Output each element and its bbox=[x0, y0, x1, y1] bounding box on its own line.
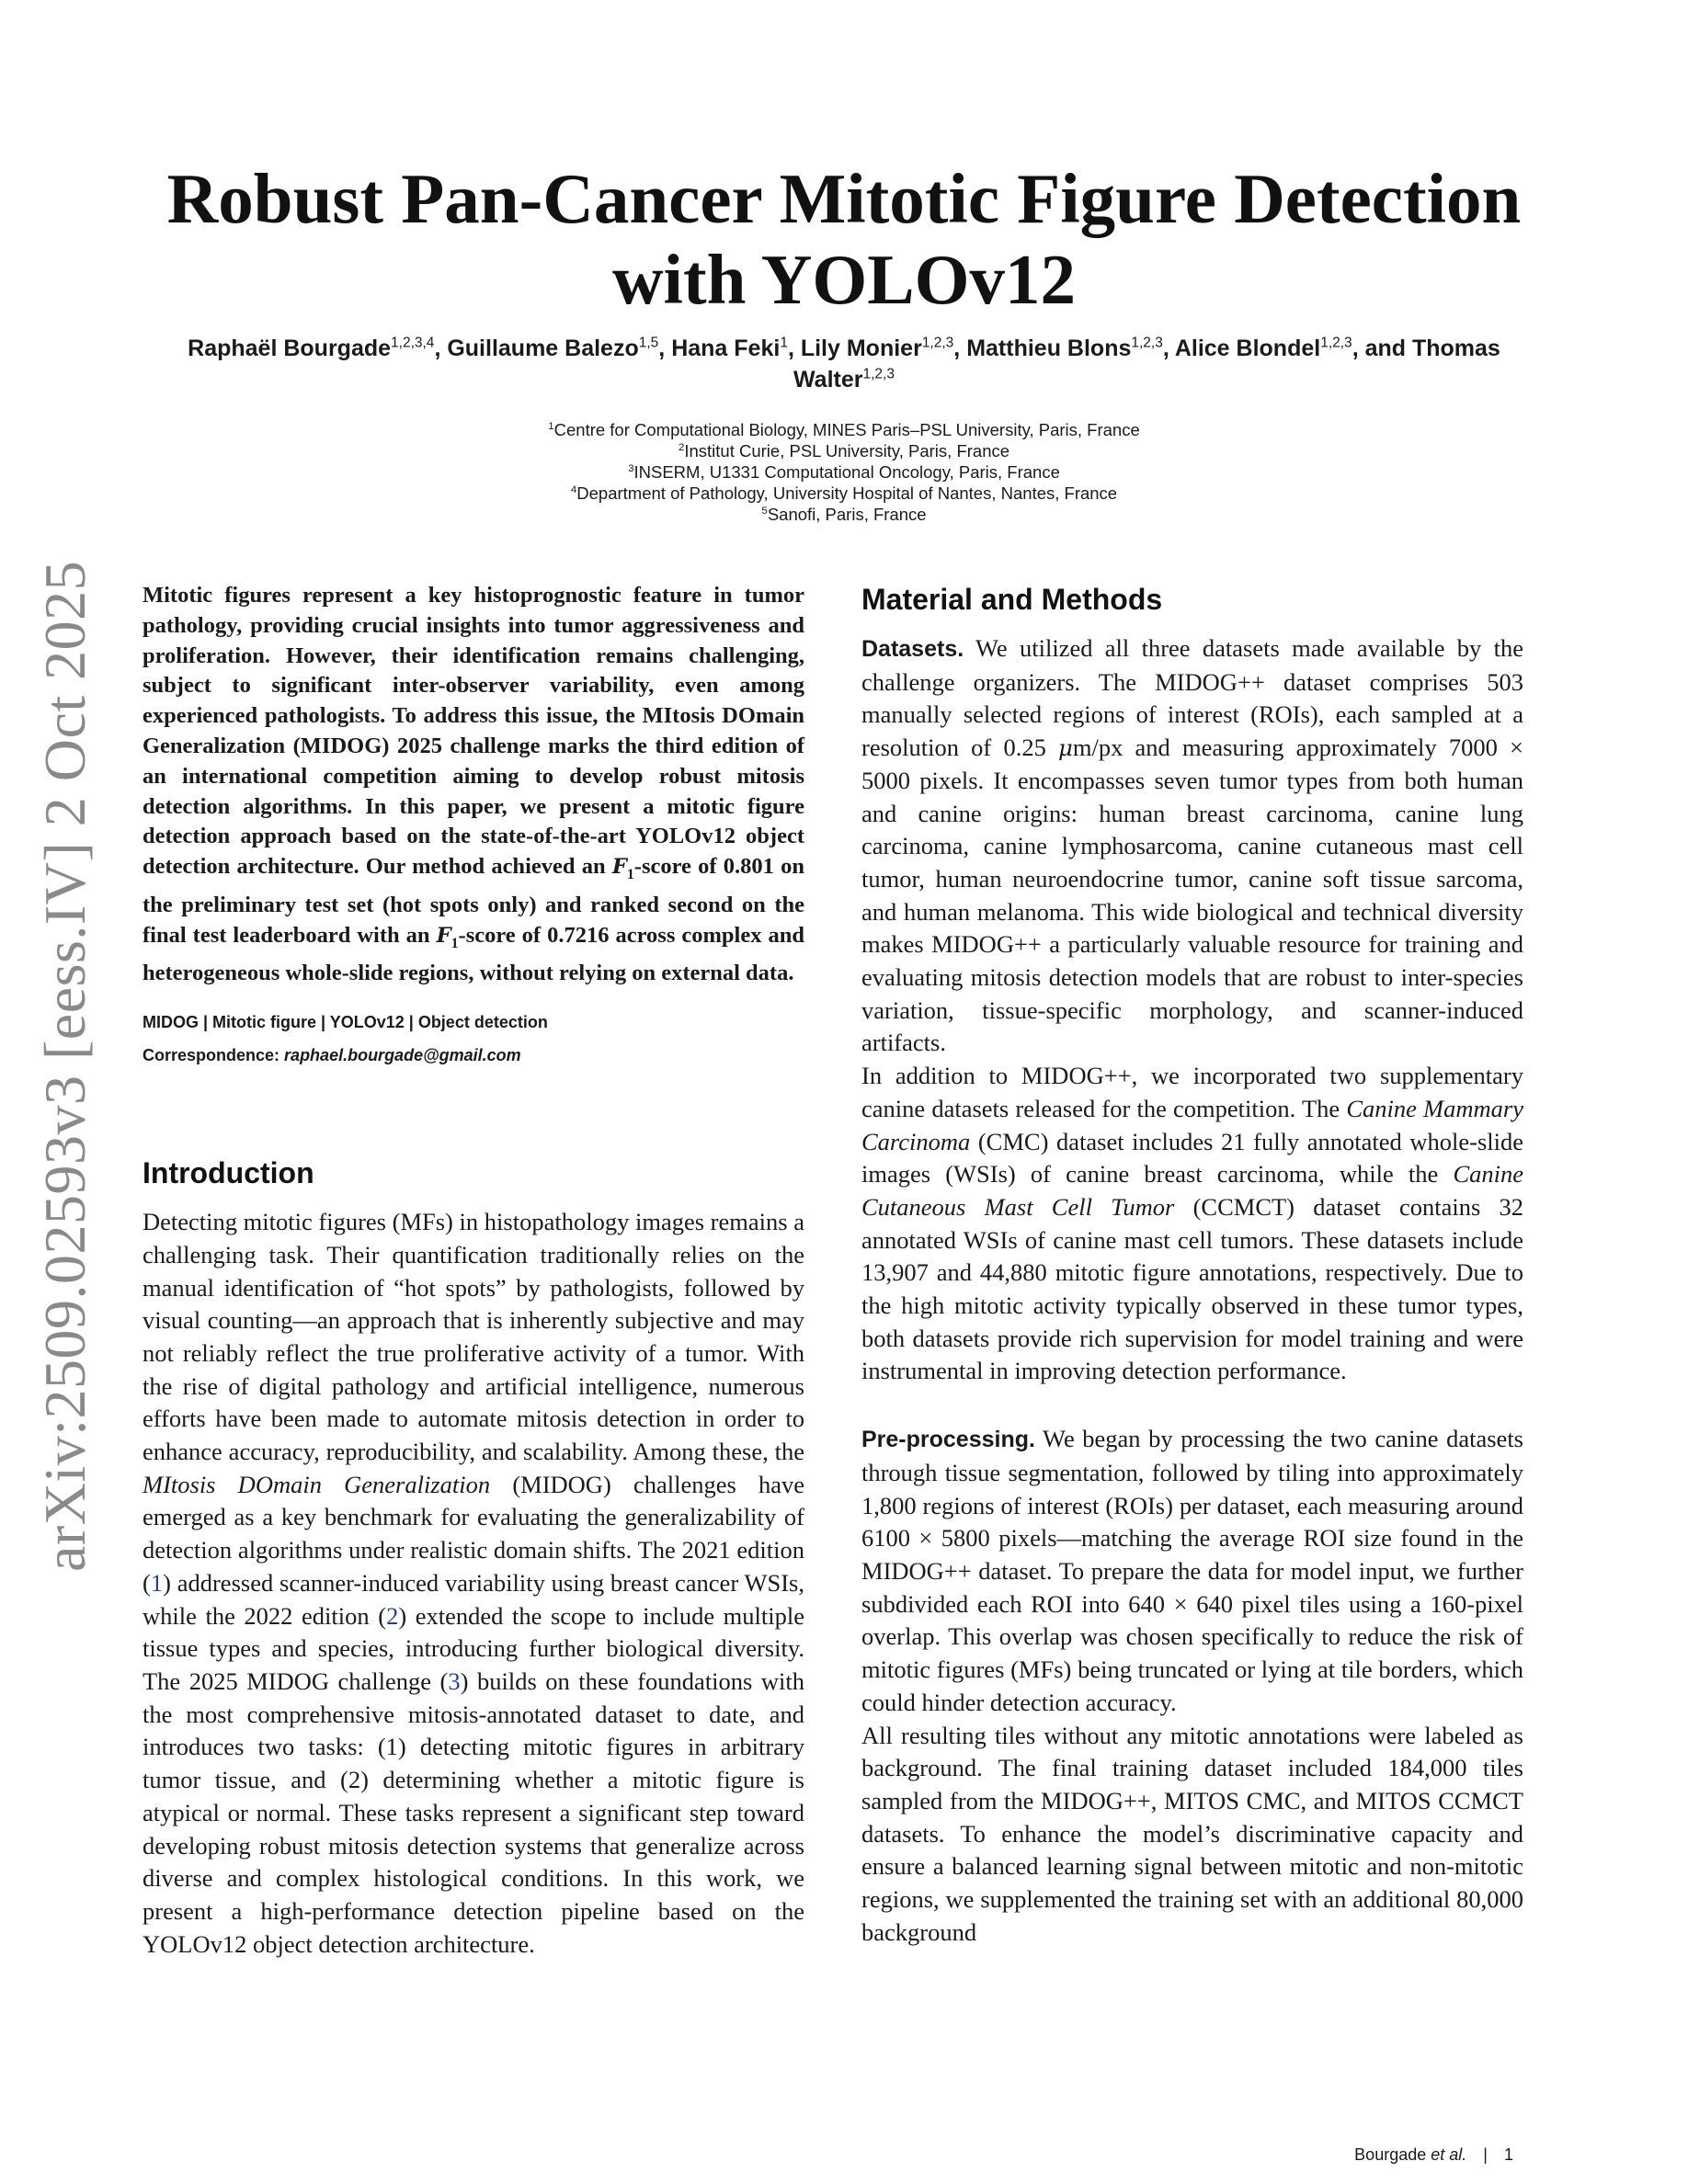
author: Alice Blondel$^{1,2,3}$, and bbox=[1174, 335, 1412, 361]
page-number: 1 bbox=[1503, 2145, 1513, 2164]
left-column bbox=[143, 581, 804, 1961]
citation-link[interactable]: 2 bbox=[386, 1601, 399, 1630]
preprocessing-paragraph: Pre-processing. We began by processing the two canine datasets through tissue segmentation, followed by tiling into approximately 1,800 regions of interest (ROIs) per dataset, each measuring around 6100 × 5800 pixels—matching the average ROI size found in the MIDOG++ dataset. To prepare the data for model input, we further subdivided each ROI into 640 × 640 pixel tiles using a 160-pixel overlap. This overlap was chosen specifically to reduce the risk of mitotic figures (MFs) being truncated or lying at tile borders, which could hinder detection accuracy. bbox=[861, 1425, 1524, 1716]
affiliation: $^1$Centre for Computational Biology, MINES Paris–PSL University, Paris, France bbox=[548, 420, 1140, 439]
supplementary-datasets-paragraph: In addition to MIDOG++, we incorporated two supplementary canine datasets released for the competition. The Canine Mammary Carcinoma (CMC) dataset includes 21 fully annotated whole-slide images (WSIs) of canine breast carcinoma, while the Canine Cutaneous Mast Cell Tumor (CCMCT) dataset contains 32 annotated WSIs of canine mast cell tumors. These datasets include 13,907 and 44,880 mitotic figure annotations, respectively. Due to the high mitotic activity typically observed in these tumor types, both datasets provide rich supervision for model training and were instrumental in improving detection performance. bbox=[861, 1062, 1523, 1385]
page-footer: Bourgade et al. | 1 bbox=[1354, 2145, 1513, 2164]
introduction-paragraph: Detecting mitotic figures (MFs) in histopathology images remains a challenging task. Their quantification traditionally relies on the manual identification of “hot spots” by pathologists, followed by visual counting—an approach that is inherently subjective and may not reliably reflect the true proliferative activity of a tumor. With the rise of digital pathology and artificial intelligence, numerous efforts have been made to automate mitosis detection in order to enhance accuracy, reproducibility, and scalability. Among these, the MItosis DOmain Generalization (MIDOG) challenges have emerged as a key benchmark for evaluating the generalizability of detection algorithms under realistic domain shifts. The 2021 edition (1) addressed scanner-induced variability using breast cancer WSIs, while the 2022 edition (2) extended the scope to include multiple tissue types and species, introducing further biological diversity. The 2025 MIDOG challenge (3) builds on these foundations with the most comprehensive mitosis-annotated dataset to date, and introduces two tasks: (1) detecting mitotic figures in arbitrary tumor tissue, and (2) determining whether a mitotic figure is atypical or normal. These tasks represent a significant step toward developing robust mitosis detection systems that generalize across diverse and complex histological conditions. In this work, we present a high-performance detection pipeline based on the YOLOv12 object detection architecture. bbox=[143, 1208, 805, 1958]
correspondence: Correspondence: raphael.bourgade@gmail.com bbox=[143, 1046, 521, 1065]
datasets-lead: Datasets. bbox=[861, 636, 964, 662]
methods-heading: Material and Methods bbox=[861, 583, 1163, 616]
author: Raphaël Bourgade$^{1,2,3,4}$, bbox=[188, 335, 448, 361]
author-list bbox=[138, 333, 1550, 395]
correspondence-email[interactable]: raphael.bourgade@gmail.com bbox=[284, 1046, 521, 1065]
paper-title: Robust Pan-Cancer Mitotic Figure Detection with YOLOv12 bbox=[166, 159, 1522, 319]
citation-link[interactable]: 3 bbox=[448, 1666, 461, 1695]
preprocessing-lead: Pre-processing. bbox=[861, 1427, 1035, 1453]
background-tiles-paragraph: All resulting tiles without any mitotic annotations were labeled as background. The final training dataset included 184,000 tiles sampled from the MIDOG++, MITOS CMC, and MITOS CCMCT datasets. To enhance the model’s discriminative capacity and ensure a balanced learning signal between mitotic and non-mitotic regions, we supplemented the training set with an additional 80,000 background bbox=[861, 1721, 1523, 1946]
keywords: MIDOG | Mitotic figure | YOLOv12 | Object detection bbox=[143, 1013, 548, 1032]
right-column bbox=[861, 581, 1523, 1949]
affiliation: $^5$Sanofi, Paris, France bbox=[761, 505, 927, 524]
author: Hana Feki$^1$, bbox=[671, 335, 801, 361]
affiliation-list bbox=[138, 419, 1550, 525]
author: Guillaume Balezo$^{1,5}$, bbox=[447, 335, 672, 361]
datasets-paragraph: Datasets. We utilized all three datasets made available by the challenge organizers. The MIDOG++ dataset comprises 503 manually selected regions of interest (ROIs), each sampled at a resolution of 0.25 μm/px and measuring approximately 7000 × 5000 pixels. It encompasses seven tumor types from both human and canine origins: human breast carcinoma, canine lung carcinoma, canine lymphosarcoma, canine cutaneous mast cell tumor, human neuroendocrine tumor, canine soft tissue sarcoma, and human melanoma. This wide biological and technical diversity makes MIDOG++ a particularly valuable resource for training and evaluating mitosis detection models that are robust to inter-species variation, tissue-specific morphology, and scanner-induced artifacts. bbox=[861, 634, 1524, 1057]
affiliation: $^3$INSERM, U1331 Computational Oncology, Paris, France bbox=[628, 462, 1060, 482]
author: Thomas Walter$^{1,2,3}$ bbox=[793, 336, 1500, 392]
affiliation: $^2$Institut Curie, PSL University, Paris, France bbox=[678, 441, 1010, 461]
arxiv-stamp: arXiv:2509.02593v3 [eess.IV] 2 Oct 2025 bbox=[32, 560, 97, 1572]
citation-link[interactable]: 1 bbox=[150, 1568, 164, 1597]
author: Lily Monier$^{1,2,3}$, bbox=[800, 335, 967, 361]
abstract: Mitotic figures represent a key histoprognostic feature in tumor pathology, providing crucial insights into tumor aggressiveness and proliferation. However, their identification remains challenging, subject to significant inter-observer variability, even among experienced pathologists. To address this issue, the MItosis DOmain Generalization (MIDOG) 2025 challenge marks the third edition of an international competition aiming to develop robust mitosis detection algorithms. In this paper, we present a mitotic figure detection approach based on the state-of-the-art YOLOv12 object detection architecture. Our method achieved an $F_1$-score of 0.801 on the preliminary test set (hot spots only) and ranked second on the final test leaderboard with an $F_1$-score of 0.7216 across complex and heterogeneous whole-slide regions, without relying on external data. bbox=[143, 583, 805, 986]
introduction-heading: Introduction bbox=[143, 1156, 314, 1190]
affiliation: $^4$Department of Pathology, University Hospital of Nantes, Nantes, France bbox=[570, 483, 1118, 503]
author: Matthieu Blons$^{1,2,3}$, bbox=[966, 335, 1175, 361]
